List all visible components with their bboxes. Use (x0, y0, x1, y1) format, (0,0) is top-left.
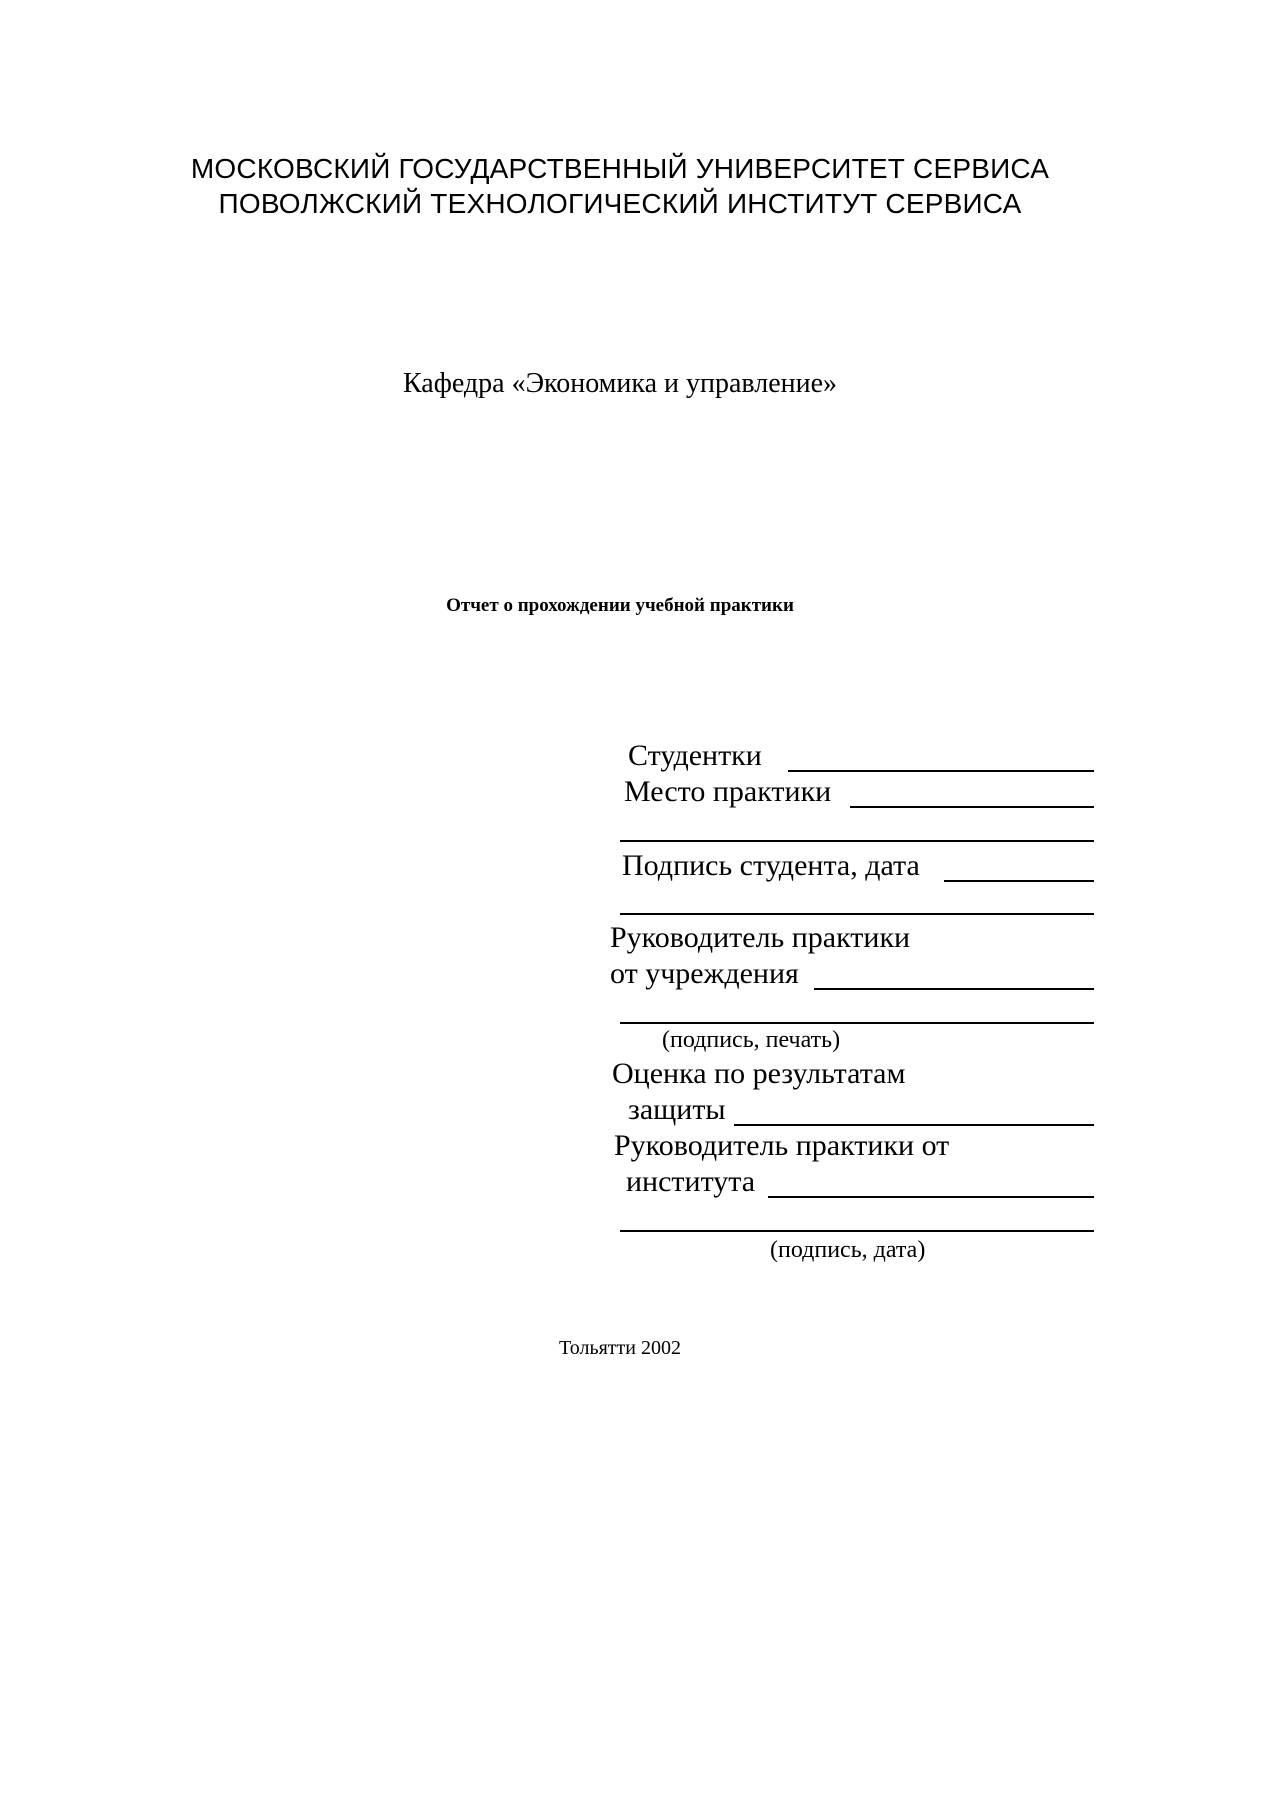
supervisor-inst-line (768, 1196, 1094, 1198)
report-title: Отчет о прохождении учебной практики (446, 595, 794, 616)
institute-name: ПОВОЛЖСКИЙ ТЕХНОЛОГИЧЕСКИЙ ИНСТИТУТ СЕРВИСА (218, 188, 1022, 219)
supervisor-org-label-2: от учреждения (610, 957, 799, 990)
student-signature-extra-line (620, 913, 1094, 915)
city-year: Тольятти 2002 (559, 1337, 681, 1359)
grade-line (734, 1124, 1094, 1126)
place-label: Место практики (624, 775, 832, 808)
place-extra-line (620, 840, 1094, 842)
grade-label-1: Оценка по результатам (612, 1057, 906, 1090)
supervisor-org-line (814, 988, 1094, 990)
university-name: МОСКОВСКИЙ ГОСУДАРСТВЕННЫЙ УНИВЕРСИТЕТ СЕРВИСА (190, 153, 1050, 184)
signature-date-hint: (подпись, дата) (770, 1237, 926, 1263)
supervisor-org-extra-line (620, 1022, 1094, 1024)
place-line (850, 806, 1094, 808)
student-label: Студентки (628, 739, 762, 772)
signature-stamp-hint: (подпись, печать) (662, 1027, 841, 1053)
student-name-line (788, 770, 1094, 772)
supervisor-inst-extra-line (620, 1230, 1094, 1232)
supervisor-inst-label-2: института (626, 1165, 756, 1198)
department-name: Кафедра «Экономика и управление» (402, 368, 838, 399)
supervisor-org-label-1: Руководитель практики (610, 921, 911, 954)
supervisor-inst-label-1: Руководитель практики от (614, 1129, 950, 1162)
student-signature-label: Подпись студента, дата (622, 849, 920, 882)
grade-label-2: защиты (628, 1093, 726, 1126)
student-signature-line (944, 880, 1094, 882)
